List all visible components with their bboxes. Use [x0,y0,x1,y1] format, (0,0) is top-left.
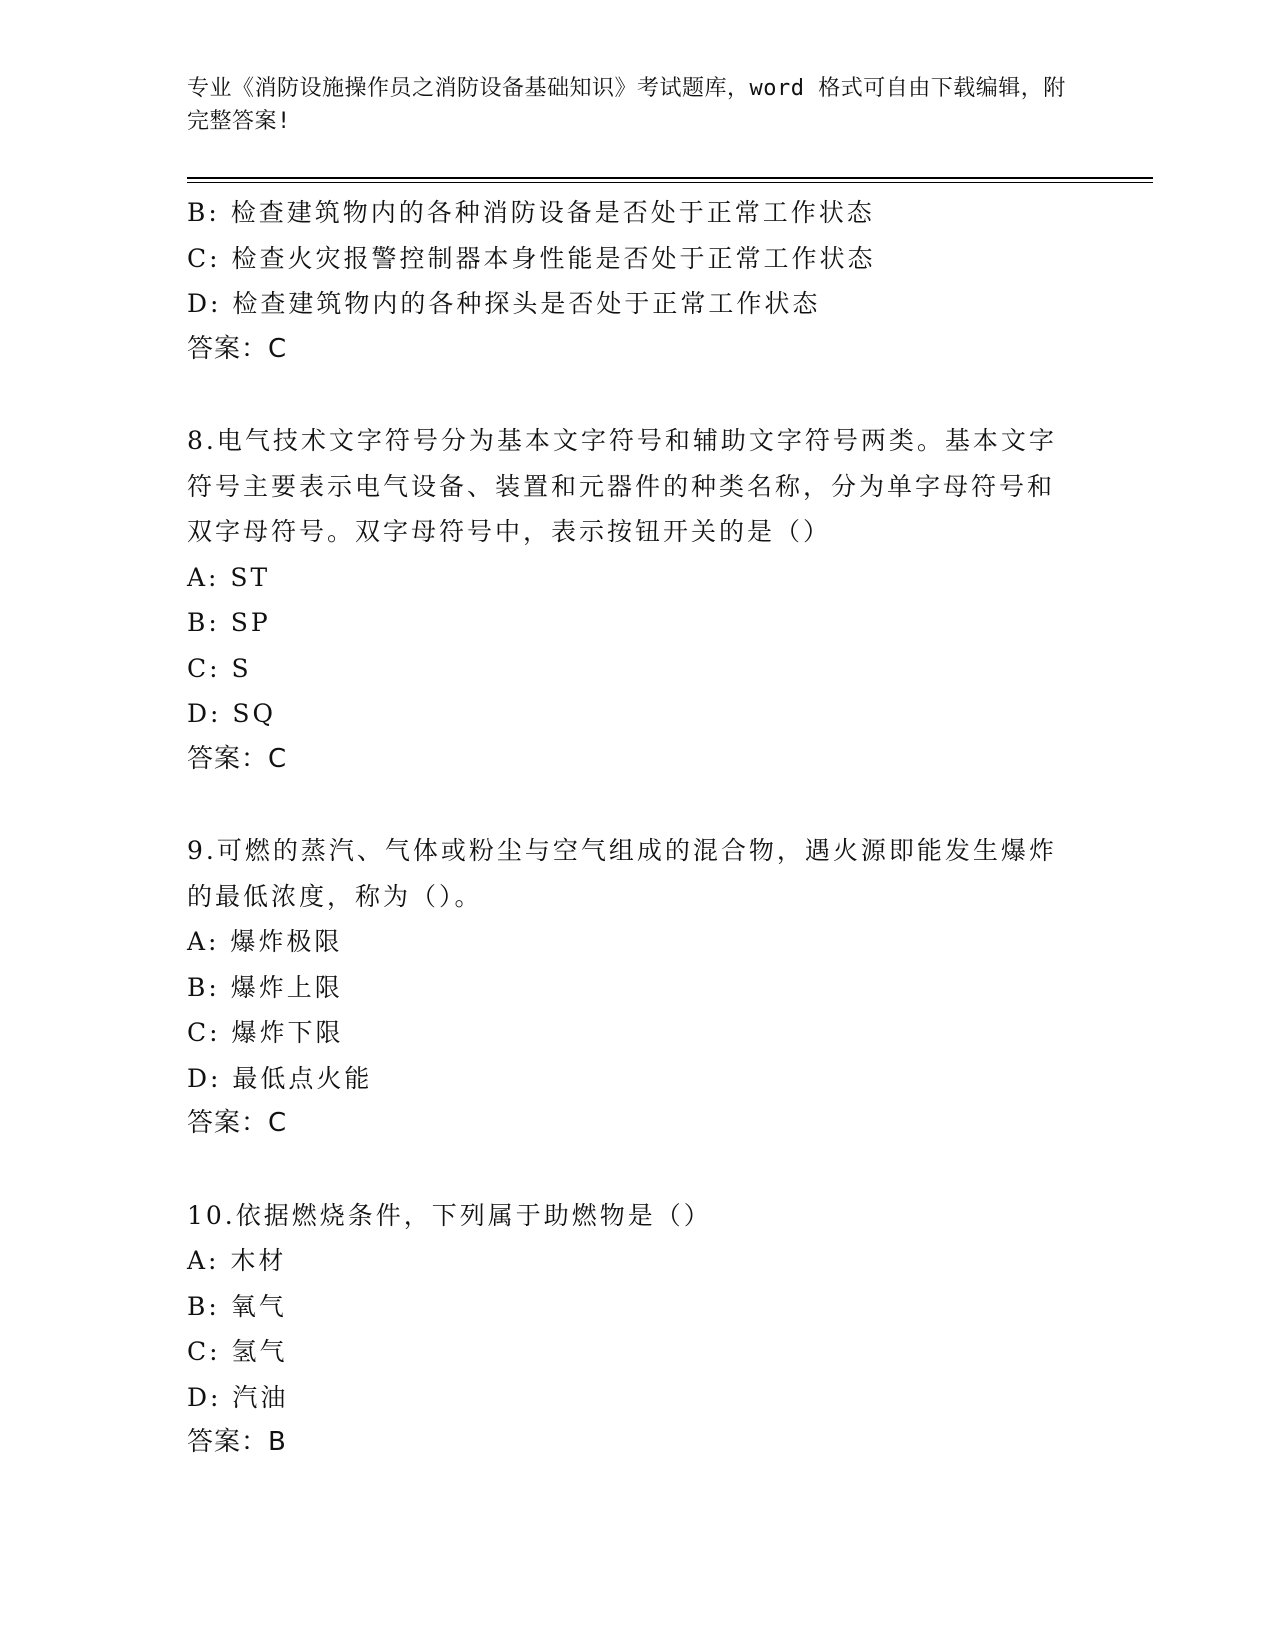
question-text: 8.电气技术文字符号分为基本文字符号和辅助文字符号两类。基本文字符号主要表示电气设备、装置和元器件的种类名称，分为单字母符号和双字母符号。双字母符号中，表示按钮开关的是（） [187,426,1057,546]
question-text: 9.可燃的蒸汽、气体或粉尘与空气组成的混合物，遇火源即能发生爆炸的最低浓度，称为（）。 [187,836,1057,911]
option-b: B: SP [187,608,271,637]
option-b: B: 检查建筑物内的各种消防设备是否处于正常工作状态 [187,198,875,227]
answer-line: 答案：C [187,333,288,364]
option-c: C: 检查火灾报警控制器本身性能是否处于正常工作状态 [187,243,876,273]
question-9 [187,828,1087,1147]
answer-line: 答案：C [187,743,288,774]
option-a: A: 爆炸极限 [187,927,343,956]
option-d: D: 检查建筑物内的各种探头是否处于正常工作状态 [187,289,821,318]
option-d: D: SQ [187,699,277,728]
question-10 [187,1193,1087,1466]
document-header: 专业《消防设施操作员之消防设备基础知识》考试题库，word 格式可自由下载编辑，附完整答案! [187,76,1066,134]
option-c: C: 爆炸下限 [187,1018,344,1047]
answer-line: 答案：C [187,1108,288,1138]
option-d: D: 最低点火能 [187,1063,373,1093]
option-a: A: ST [187,562,271,592]
question-text: 10.依据燃烧条件，下列属于助燃物是（） [187,1200,712,1230]
header-rule-thin [187,182,1153,183]
option-b: B: 氧气 [187,1291,287,1321]
option-c: C: 氢气 [187,1337,288,1366]
option-c: C: S [187,653,252,683]
option-b: B: 爆炸上限 [187,972,343,1002]
answer-line: 答案：B [187,1427,287,1457]
question-list [187,190,1087,1466]
option-a: A: 木材 [187,1246,287,1275]
question-7-continued [187,190,1087,372]
question-8 [187,418,1087,782]
option-d: D: 汽油 [187,1382,289,1412]
header-rule-thick [187,177,1153,179]
